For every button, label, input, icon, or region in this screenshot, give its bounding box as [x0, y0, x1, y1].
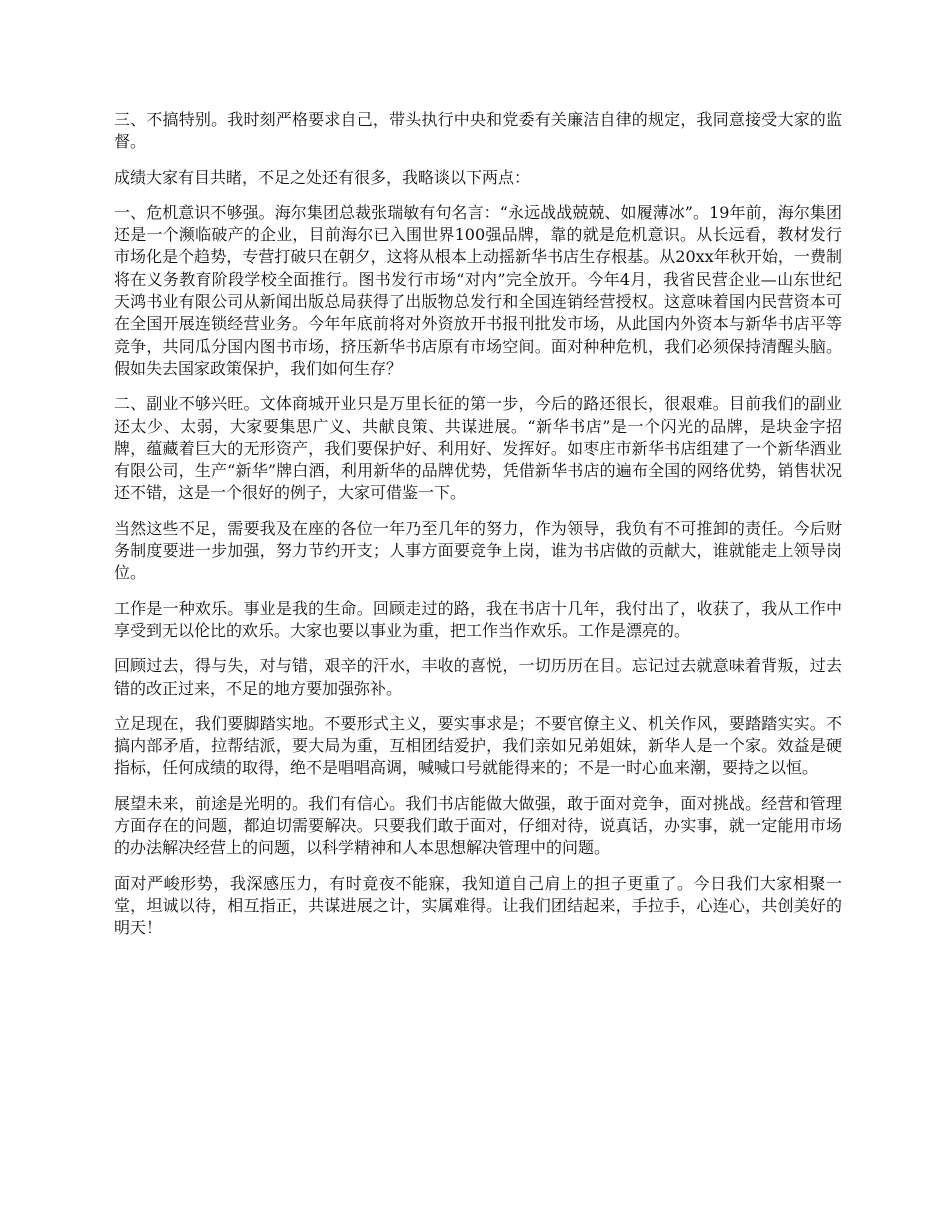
paragraph-present: 立足现在，我们要脚踏实地。不要形式主义，要实事求是；不要官僚主义、机关作风，要踏踏实实。不搞内部矛盾，拉帮结派，要大局为重，互相团结爱护，我们亲如兄弟姐妹，新华人是一个家。效益是硬指标，任何成绩的取得，绝不是唱唱高调，喊喊口号就能得来的；不是一时心血来潮，要持之以恒。	[114, 713, 842, 778]
paragraph-review-past: 回顾过去，得与失，对与错，艰辛的汗水，丰收的喜悦，一切历历在目。忘记过去就意味着背叛，过去错的改正过来，不足的地方要加强弥补。	[114, 656, 842, 698]
paragraph-shortcomings-intro: 成绩大家有目共睹，不足之处还有很多，我略谈以下两点：	[114, 167, 531, 187]
document-body	[114, 109, 842, 953]
paragraph-responsibility: 当然这些不足，需要我及在座的各位一年乃至几年的努力，作为领导，我负有不可推卸的责任。今后财务制度要进一步加强，努力节约开支；人事方面要竞争上岗，谁为书店做的贡献大，谁就能走上领导岗位。	[114, 518, 842, 583]
paragraph-no-special-treatment: 三、不搞特别。我时刻严格要求自己，带头执行中央和党委有关廉洁自律的规定，我同意接受大家的监督。	[114, 110, 842, 152]
paragraph-side-business: 二、副业不够兴旺。文体商城开业只是万里长征的第一步，今后的路还很长，很艰难。目前我们的副业还太少、太弱，大家要集思广义、共献良策、共谋进展。“新华书店”是一个闪光的品牌，是块金字招牌，蕴藏着巨大的无形资产，我们要保护好、利用好、发挥好。如枣庄市新华书店组建了一个新华酒业有限公司，生产“新华”牌白酒，利用新华的品牌优势，凭借新华书店的遍布全国的网络优势，销售状况还不错，这是一个很好的例子，大家可借鉴一下。	[114, 394, 842, 503]
paragraph-future: 展望未来，前途是光明的。我们有信心。我们书店能做大做强，敢于面对竞争，面对挑战。经营和管理方面存在的问题，都迫切需要解决。只要我们敢于面对，仔细对待，说真话，办实事，就一定能用市场的办法解决经营上的问题，以科学精神和人本思想解决管理中的问题。	[114, 793, 842, 858]
paragraph-crisis-awareness: 一、危机意识不够强。海尔集团总裁张瑞敏有句名言：“永远战战兢兢、如履薄冰”。19年前，海尔集团还是一个濒临破产的企业，目前海尔已入围世界100强品牌，靠的就是危机意识。从长远看，教材发行市场化是个趋势，专营打破只在朝夕，这将从根本上动摇新华书店生存根基。从20xx年秋开始，一费制将在义务教育阶段学校全面推行。图书发行市场“对内”完全放开。今年4月，我省民营企业—山东世纪天鸿书业有限公司从新闻出版总局获得了出版物总发行和全国连销经营授权。这意味着国内民营资本可在全国开展连锁经营业务。今年年底前将对外资放开书报刊批发市场，从此国内外资本与新华书店平等竞争，共同瓜分国内图书市场，挤压新华书店原有市场空间。面对种种危机，我们必须保持清醒头脑。假如失去国家政策保护，我们如何生存？	[114, 202, 842, 378]
paragraph-work-joy: 工作是一种欢乐。事业是我的生命。回顾走过的路，我在书店十几年，我付出了，收获了，我从工作中享受到无以伦比的欢乐。大家也要以事业为重，把工作当作欢乐。工作是漂亮的。	[114, 598, 842, 640]
paragraph-closing: 面对严峻形势，我深感压力，有时竟夜不能寐，我知道自己肩上的担子更重了。今日我们大家相聚一堂，坦诚以待，相互指正，共谋进展之计，实属难得。让我们团结起来，手拉手，心连心，共创美好的明天！	[114, 873, 842, 938]
